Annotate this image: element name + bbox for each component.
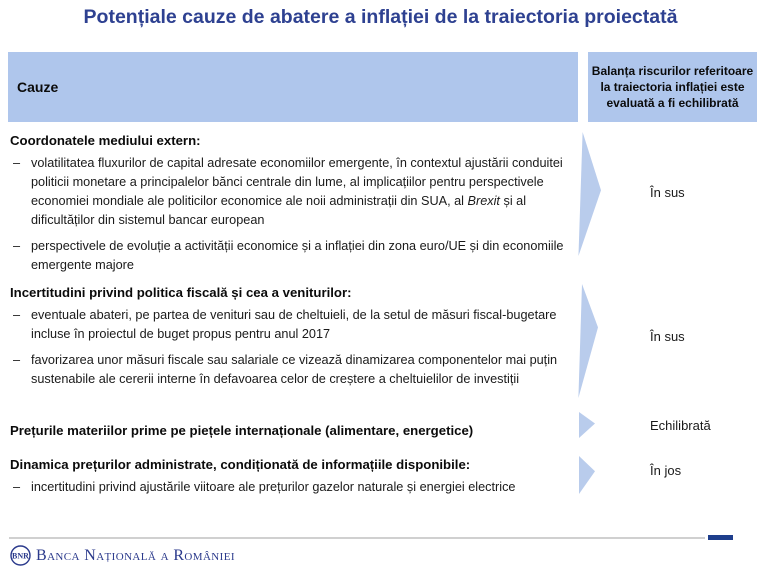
section-fiscal-policy: [10, 283, 588, 396]
section-heading: Incertitudini privind politica fiscală și cea a veniturilor:: [10, 285, 352, 300]
dash-marker: –: [13, 353, 21, 367]
dash-marker: –: [13, 156, 21, 170]
bullet-item: [10, 237, 588, 275]
bank-logo: [9, 544, 235, 567]
bullet-item: [10, 351, 588, 389]
causes-header-label: Cauze: [17, 79, 59, 95]
dash-marker: –: [13, 239, 21, 253]
bullet-text: incertitudini privind ajustările viitoare ale prețurilor gazelor naturale și energiei electrice: [31, 480, 516, 494]
bullet-item: [10, 306, 588, 344]
assessment-label: În sus: [650, 329, 685, 344]
risk-balance-header-label: Balanța riscurilor referitoare la traiectoria inflației este evaluată a fi echilibrată: [591, 64, 754, 110]
bullet-text: eventuale abateri, pe partea de venituri sau de cheltuieli, de la setul de măsuri fiscal-bugetare incluse în proiectul de buget propus pentru anul 2017: [31, 308, 557, 341]
bank-name-label: Banca Națională a României: [36, 546, 235, 564]
italic-term: Brexit: [467, 194, 500, 208]
header-cell-risk-balance: [588, 52, 757, 122]
dash-marker: –: [13, 480, 21, 494]
footer-divider: [9, 537, 705, 539]
section-administered-prices: [10, 455, 588, 504]
bullet-item: [10, 478, 588, 497]
section-external-environment: [10, 131, 588, 282]
footer-accent-bar: [708, 535, 733, 540]
assessment-label: Echilibrată: [650, 418, 711, 433]
page-title: Potențiale cauze de abatere a inflației de la traiectoria proiectată: [83, 6, 678, 28]
bnr-emblem-icon: [9, 544, 32, 567]
section-commodity-prices: [10, 421, 588, 444]
bullet-text: perspectivele de evoluție a activității economice și a inflației din zona euro/UE și din economiile emergente majore: [31, 239, 564, 272]
section-heading: Prețurile materiilor prime pe piețele internaționale (alimentare, energetice): [10, 423, 474, 438]
bullet-text: volatilitatea fluxurilor de capital adresate economiilor emergente, în contextul ajustării conduitei politicii monetare a principalelor bănci centrale din lume, al implicațiilor pentru perspectivele economiei mondiale ale politicilor economice ale noii administrații din SUA, al Brexit și al dificultăților din sistemul bancar european: [31, 156, 563, 227]
assessment-label: În jos: [650, 463, 682, 478]
section-heading: Dinamica prețurilor administrate, condiționată de informațiile disponibile:: [10, 457, 471, 472]
bullet-text: favorizarea unor măsuri fiscale sau salariale ce vizează dinamizarea componentelor mai puțin sustenabile ale cererii interne în defavoarea celor de creștere a cheltuielilor de investiții: [31, 353, 558, 386]
bullet-item: [10, 154, 588, 230]
dash-marker: –: [13, 308, 21, 322]
section-heading: Coordonatele mediului extern:: [10, 133, 201, 148]
header-cell-causes: [8, 52, 578, 122]
assessment-label: În sus: [650, 185, 685, 200]
svg-text:BNR: BNR: [12, 551, 29, 561]
